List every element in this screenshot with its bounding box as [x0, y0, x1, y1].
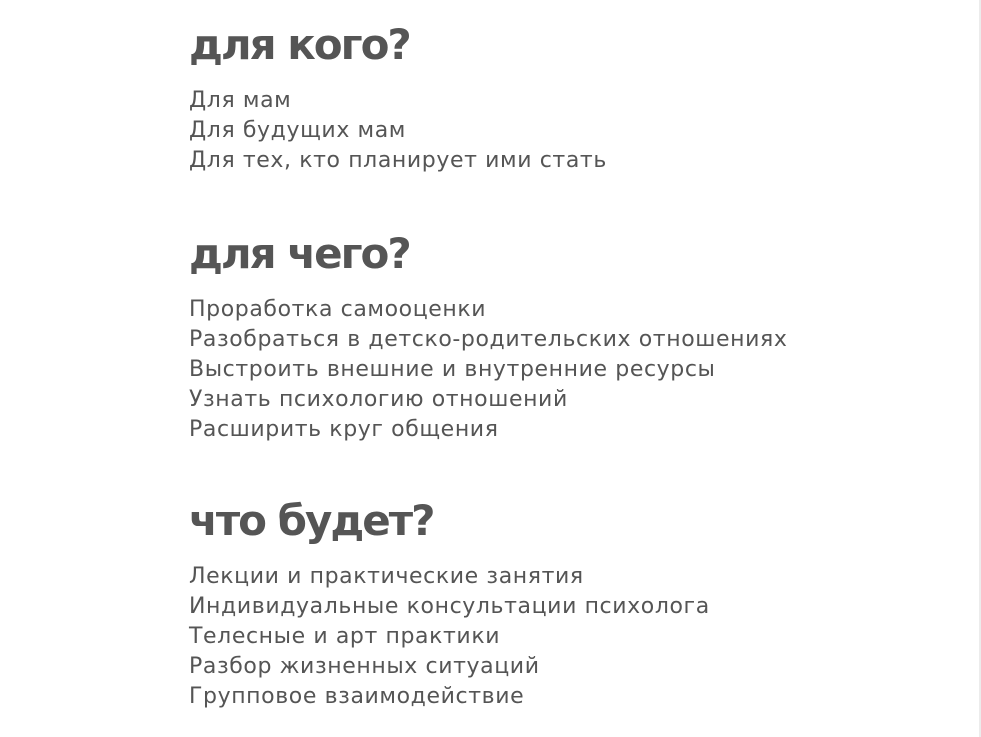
list-item: Для мам — [189, 88, 292, 113]
list-item: Разобраться в детско-родительских отношениях — [189, 327, 788, 352]
list-item: Расширить круг общения — [189, 417, 499, 442]
audience-list — [189, 86, 889, 176]
section-heading-for-whom: для кого? — [189, 20, 410, 69]
section-heading-what-will-be: что будет? — [189, 496, 434, 545]
list-item: Разбор жизненных ситуаций — [189, 654, 540, 679]
list-item: Выстроить внешние и внутренние ресурсы — [189, 357, 716, 382]
list-item: Групповое взаимодействие — [189, 684, 525, 709]
section-what-will-be — [189, 496, 889, 712]
program-list — [189, 562, 889, 712]
list-item: Индивидуальные консультации психолога — [189, 594, 710, 619]
section-heading-for-what: для чего? — [189, 229, 410, 278]
goals-list — [189, 295, 889, 445]
list-item: Для будущих мам — [189, 118, 407, 143]
list-item: Телесные и арт практики — [189, 624, 501, 649]
section-for-whom — [189, 20, 889, 176]
list-item: Проработка самооценки — [189, 297, 487, 322]
section-for-what — [189, 229, 889, 445]
list-item: Лекции и практические занятия — [189, 564, 584, 589]
list-item: Узнать психологию отношений — [189, 387, 568, 412]
list-item: Для тех, кто планирует ими стать — [189, 148, 607, 173]
